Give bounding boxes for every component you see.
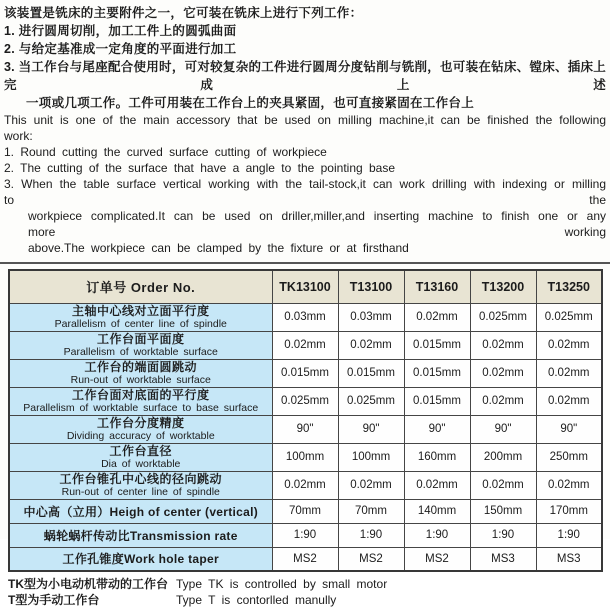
row-label [9,359,272,387]
footer-note-en: Type T is contorlled manully [176,593,337,607]
table-row [9,359,602,387]
row-label [9,331,272,359]
intro-en-title: This unit is one of the main accessory that be used on milling machine,it can be finished the following work: [4,113,606,143]
intro-en-item-3-line-3: above.The workpiece can be clamped by the fixture or at firsthand [28,241,409,255]
cell-value: 0.02mm [272,331,338,359]
cell-value: 90" [404,415,470,443]
table-row [9,499,602,523]
model-header: T13100 [338,270,404,303]
footer-note-zh: T型为手动工作台 [8,593,100,607]
cell-value: 0.025mm [272,387,338,415]
table-row [9,443,602,471]
cell-value: 200mm [470,443,536,471]
cell-value: 0.03mm [272,303,338,331]
model-header: T13250 [536,270,602,303]
row-label-en: Dia of worktable [101,458,181,470]
cell-value: 90" [470,415,536,443]
row-label: 中心高（立用）Heigh of center (vertical) [9,499,272,523]
cell-value: 0.015mm [404,359,470,387]
intro-zh-item-1: 1. 进行圆周切削，加工工件上的圆弧曲面 [4,24,237,38]
row-label-zh: 工作台面对底面的平行度 [71,388,210,402]
row-label-en: Dividing accuracy of worktable [66,430,215,442]
row-label-zh: 工作台的端面圆跳动 [84,360,197,374]
cell-value: 0.02mm [536,359,602,387]
intro-en-item-3-line-2: workpiece complicated.It can be used on driller,miller,and inserting machine to finish one or any more working [28,209,606,239]
footer-line [8,577,610,592]
cell-value: 90" [536,415,602,443]
cell-value: 0.02mm [404,471,470,499]
footer-note-zh: TK型为小电动机带动的工作台 [8,577,168,591]
cell-value: 150mm [470,499,536,523]
row-label-en: Parallelism of worktable surface [63,346,218,358]
cell-value: 1:90 [338,523,404,547]
table-row [9,523,602,547]
cell-value: 90" [272,415,338,443]
cell-value: 1:90 [272,523,338,547]
table-header-row [9,270,602,303]
row-label [9,471,272,499]
cell-value: 0.02mm [272,471,338,499]
table-row [9,331,602,359]
footer-line [8,593,610,608]
intro-section [0,0,610,256]
row-label-zh: 工作台直径 [109,444,172,458]
row-label [9,387,272,415]
section-divider [0,262,610,264]
row-label-zh: 主轴中心线对立面平行度 [71,304,210,318]
row-label-zh: 工作台分度精度 [96,416,185,430]
cell-value: 100mm [338,443,404,471]
cell-value: 0.02mm [536,331,602,359]
cell-value: 100mm [272,443,338,471]
intro-en-item-1: 1. Round cutting the curved surface cutting of workpiece [4,145,327,159]
row-label-en: Parallelism of center line of spindle [54,318,227,330]
cell-value: 1:90 [470,523,536,547]
cell-value: 70mm [338,499,404,523]
cell-value: MS2 [404,547,470,571]
cell-value: 1:90 [536,523,602,547]
row-label-en: Run-out of worktable surface [70,374,211,386]
spec-table [8,269,603,572]
cell-value: MS2 [338,547,404,571]
cell-value: 0.015mm [338,359,404,387]
intro-en-item-3-line-1: 3. When the table surface vertical working with the tail-stock,it can work drilling with indexing or milling to the [4,177,606,207]
cell-value: 0.025mm [338,387,404,415]
intro-zh-item-2: 2. 与给定基准成一定角度的平面进行加工 [4,42,237,56]
cell-value: 0.025mm [470,303,536,331]
cell-value: 0.02mm [470,387,536,415]
cell-value: 0.02mm [470,471,536,499]
intro-zh-item-3-line-1: 3. 当工作台与尾座配合使用时，可对较复杂的工件进行圆周分度钻削与铣削，也可装在钻床、镗床、插床上完成上述 [4,60,606,92]
cell-value: 0.02mm [404,303,470,331]
cell-value: 0.02mm [338,471,404,499]
cell-value: 0.015mm [404,331,470,359]
cell-value: MS3 [470,547,536,571]
model-header: T13200 [470,270,536,303]
cell-value: 0.02mm [536,387,602,415]
cell-value: 0.015mm [404,387,470,415]
model-header: TK13100 [272,270,338,303]
row-label-zh: 工作台面平面度 [96,332,185,346]
cell-value: MS2 [272,547,338,571]
footer-note-en: Type TK is controlled by small motor [176,577,388,591]
cell-value: 140mm [404,499,470,523]
row-label [9,415,272,443]
row-label-zh: 工作台锥孔中心线的径向跳动 [59,472,222,486]
cell-value: 0.015mm [272,359,338,387]
cell-value: 0.03mm [338,303,404,331]
cell-value: 0.02mm [536,471,602,499]
cell-value: 0.02mm [338,331,404,359]
row-label [9,303,272,331]
row-label: 蜗轮蜗杆传动比Transmission rate [9,523,272,547]
footer-notes [8,577,610,608]
cell-value: MS3 [536,547,602,571]
order-no-header: 订单号 Order No. [9,270,272,303]
table-row [9,387,602,415]
cell-value: 70mm [272,499,338,523]
table-row [9,547,602,571]
intro-zh-item-3-line-2: 一项或几项工作。工件可用装在工作台上的夹具紧固，也可直接紧固在工作台上 [26,96,475,110]
model-header: T13160 [404,270,470,303]
cell-value: 160mm [404,443,470,471]
row-label-en: Run-out of center line of spindle [61,486,220,498]
cell-value: 1:90 [404,523,470,547]
intro-zh-title: 该装置是铣床的主要附件之一，它可装在铣床上进行下列工作： [4,6,363,20]
table-row [9,471,602,499]
cell-value: 0.02mm [470,359,536,387]
cell-value: 90" [338,415,404,443]
table-row [9,303,602,331]
cell-value: 0.02mm [470,331,536,359]
cell-value: 250mm [536,443,602,471]
intro-en-item-2: 2. The cutting of the surface that have a angle to the pointing base [4,161,396,175]
row-label: 工作孔锥度Work hole taper [9,547,272,571]
cell-value: 0.025mm [536,303,602,331]
row-label-en: Parallelism of worktable surface to base surface [23,402,259,414]
row-label [9,443,272,471]
table-row [9,415,602,443]
cell-value: 170mm [536,499,602,523]
